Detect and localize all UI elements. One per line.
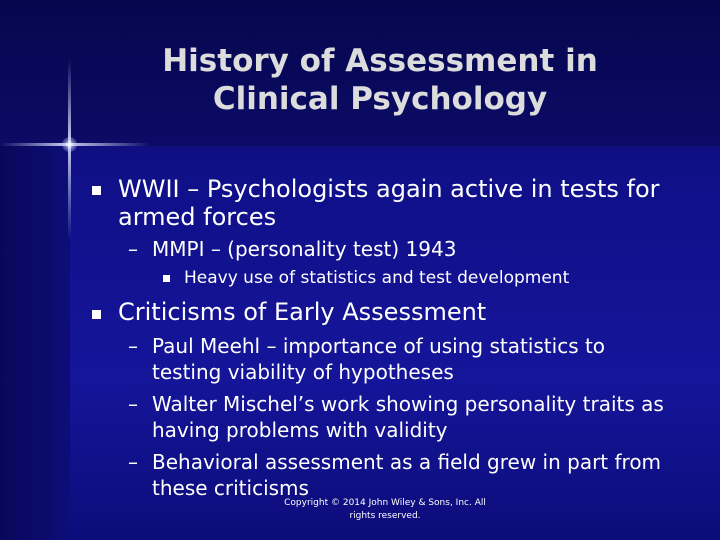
square-bullet-icon	[92, 310, 101, 319]
copyright-notice: Copyright © 2014 John Wiley & Sons, Inc. All rights reserved.	[284, 498, 486, 521]
dash-marker: –	[128, 450, 138, 474]
subitem-behavioral: Behavioral assessment as a field grew in part from these criticisms	[152, 450, 662, 500]
slide-title: History of Assessment in Clinical Psychology	[162, 43, 598, 117]
left-band	[0, 146, 70, 540]
dash-marker: –	[128, 392, 138, 416]
subitem-meehl: Paul Meehl – importance of using statistics to testing viability of hypotheses	[152, 334, 606, 384]
subitem-mmpi: MMPI – (personality test) 1943	[152, 237, 457, 261]
dash-marker: –	[128, 237, 138, 261]
bullet-item-criticisms: Criticisms of Early Assessment	[118, 298, 487, 326]
dash-marker: –	[128, 334, 138, 358]
bullet-item-wwii: WWII – Psychologists again active in tests for armed forces	[118, 175, 660, 231]
subitem-mischel: Walter Mischel’s work showing personality traits as having problems with validity	[152, 392, 664, 442]
square-bullet-icon	[92, 186, 101, 195]
sparkle-icon	[62, 137, 77, 152]
square-bullet-icon	[163, 275, 170, 282]
subsubitem-statistics: Heavy use of statistics and test development	[184, 268, 570, 288]
